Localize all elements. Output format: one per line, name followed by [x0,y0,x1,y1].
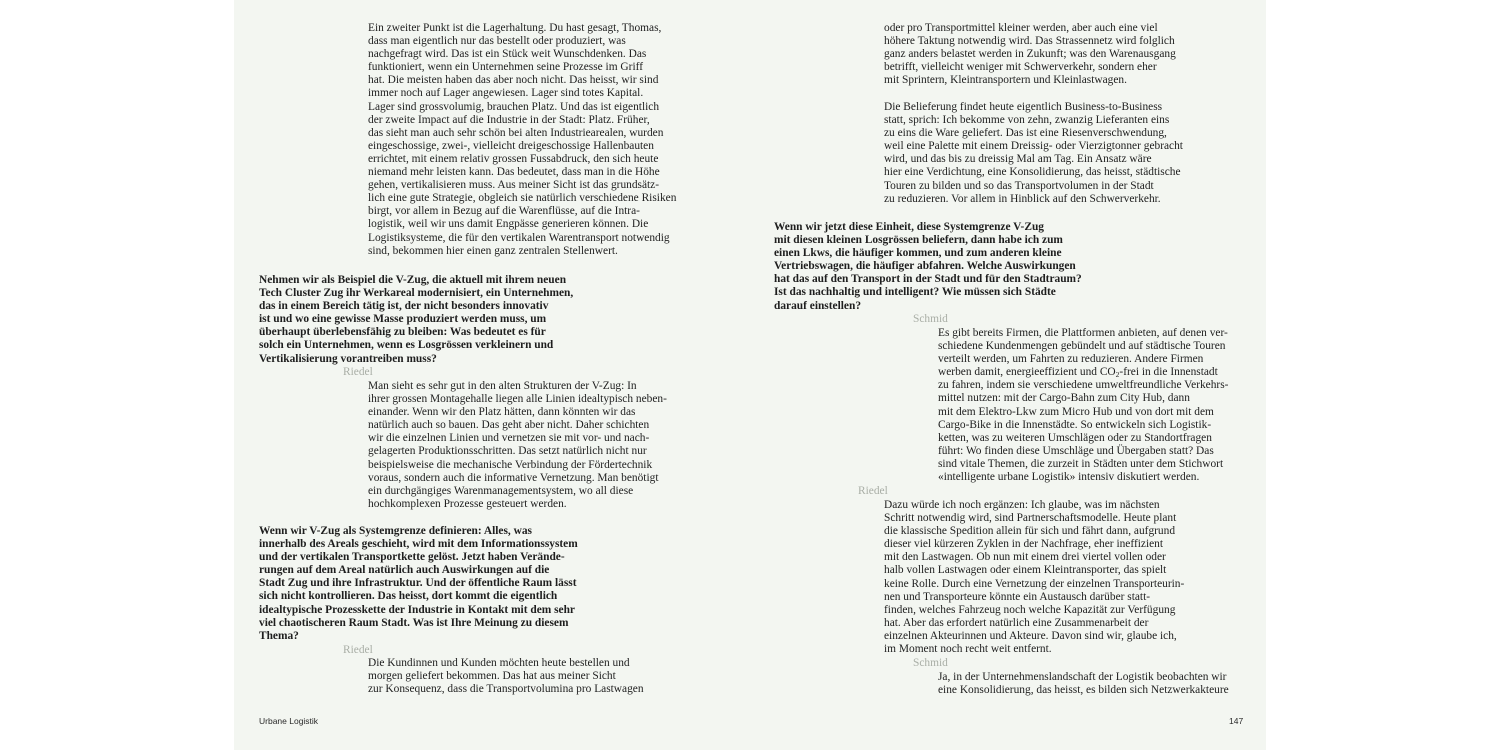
text-line: voraus, sondern auch die informative Vernetzung. Man benötigt [368,471,659,484]
text-line: Wenn wir V-Zug als Systemgrenze definieren: Alles, was [259,525,532,537]
text-line: zu eins die Ware geliefert. Das ist eine Riesenverschwendung, [884,127,1167,140]
text-line: idealtypische Prozesskette der Industrie in Kontakt mit dem sehr [259,603,575,616]
text-line: funktioniert, wenn ein Unternehmen seine Prozesse im Griff [368,61,643,74]
text-line: Stadt Zug und ihre Infrastruktur. Und der öffentliche Raum lässt [259,577,577,590]
text-line: ketten, was zu weiteren Umschlägen oder zu Standortfragen [938,431,1212,444]
text-line: zu reduzieren. Vor allem in Hinblick auf den Schwerverkehr. [884,192,1161,205]
text-line: morgen geliefert bekommen. Das hat aus meiner Sicht [368,670,616,683]
text-line: Logistiksysteme, die für den vertikalen Warentransport notwendig [368,231,670,244]
text-line: statt, sprich: Ich bekomme von zehn, zwanzig Lieferanten eins [884,114,1170,127]
right-speaker-riedel [858,485,888,498]
right-speaker-schmid-2 [913,657,948,670]
text-line: natürlich auch so bauen. Das geht aber nicht. Daher schichten [368,419,650,432]
co2-subscript: 2 [1115,370,1120,380]
text-line: ist und wo eine gewisse Masse produziert werden muss, um [259,313,547,326]
text-line: die klassische Spedition allein für sich und fährt dann, aufgrund [884,525,1176,538]
text-line: führt: Wo finden diese Umschläge und Übergaben statt? Das [938,444,1214,457]
text-line: Vertikalisierung vorantreiben muss? [259,352,437,365]
text-line: «intelligente urbane Logistik» intensiv diskutiert werden. [938,471,1200,484]
text-line: viel chaotischeren Raum Stadt. Was ist Ihre Meinung zu diesem [259,616,569,629]
text-line: keine Rolle. Durch eine Vernetzung der einzelnen Transporteurin- [884,577,1185,590]
text-line: dieser viel kürzeren Zyklen in der Nachfrage, eher ineffizient [884,538,1164,551]
right-paragraph-taktung [884,22,1176,87]
text-line: solch ein Unternehmen, wenn es Losgrössen verkleinern und [259,339,554,352]
left-paragraph-lagerhaltung [368,22,676,258]
co2-rest: -frei in die Innenstadt [1119,366,1218,379]
text-line: mit diesen kleinen Losgrössen beliefern, dann habe ich zum [774,234,1063,247]
text-line: einander. Wenn wir den Platz hätten, dann könnten wir das [368,406,636,419]
left-answer-riedel-1 [368,380,667,511]
text-line: birgt, vor allem in Bezug auf die Warenflüsse, auf die Intra- [368,205,640,218]
text-line: niemand mehr leisten kann. Das bedeutet, dass man in die Höhe [368,166,660,179]
text-line: überhaupt überlebensfähig zu bleiben: Was bedeutet es für [259,326,546,339]
left-question-v-zug [259,274,573,366]
text-line: Touren zu bilden und so das Transportvolumen in der Stadt [884,179,1154,192]
right-answer-schmid-2 [938,671,1229,697]
right-answer-riedel [884,499,1184,656]
text-line: sind vitale Themen, die zurzeit in Städten unter dem Stichwort [938,457,1224,470]
text-line: hat. Aber das erfordert natürlich eine Zusammenarbeit der [884,616,1149,629]
text-line: der zweite Impact auf die Industrie in der Stadt: Platz. Früher, [368,113,650,126]
text-line: finden, welches Fahrzeug noch welche Kapazität zur Verfügung [884,603,1176,616]
text-line: oder pro Transportmittel kleiner werden, aber auch eine viel [884,22,1158,34]
text-line: Lager sind grossvolumig, brauchen Platz. Und das ist eigentlich [368,100,660,113]
text-line: Man sieht es sehr gut in den alten Strukturen der V-Zug: In [368,380,637,392]
text-line: darauf einstellen? [774,299,862,312]
text-line: mit dem Elektro-Lkw zum Micro Hub und von dort mit dem [938,405,1214,418]
text-line: weil eine Palette mit einem Dreissig- oder Vierzigtonner gebracht [884,140,1183,153]
text-line: das in einem Bereich tätig ist, der nicht besonders innovativ [259,300,549,313]
right-speaker-schmid-1 [913,313,948,326]
text-line: Ein zweiter Punkt ist die Lagerhaltung. Du hast gesagt, Thomas, [368,22,662,34]
text-line: eine Konsolidierung, das heisst, es bilden sich Netzwerkakteure [938,684,1229,697]
left-question-systemgrenze [259,525,578,643]
text-line: wird, und das bis zu dreissig Mal am Tag. Ein Ansatz wäre [884,153,1152,166]
text-line: lich eine gute Strategie, obgleich sie natürlich verschiedene Risiken [368,192,677,205]
text-line: beispielsweise die mechanische Verbindung der Fördertechnik [368,458,653,471]
text-line: Es gibt bereits Firmen, die Plattformen anbieten, auf denen ver- [938,327,1228,339]
text-line: logistik, weil wir uns damit Engpässe generieren können. Die [368,218,649,231]
text-line: schiedene Kundenmengen gebündelt und auf städtische Touren [938,340,1226,353]
co2-text: werben damit, energieeffizient und CO [938,366,1116,379]
text-line: hat das auf den Transport in der Stadt und für den Stadtraum? [774,273,1082,286]
text-line: nen und Transporteure könnte ein Austausch darüber statt- [884,590,1151,603]
speaker-label: Riedel [343,644,373,656]
text-line: Cargo-Bike in die Innenstädte. So entwickeln sich Logistik- [938,418,1212,431]
text-line: höhere Taktung notwendig wird. Das Strassennetz wird folglich [884,35,1175,48]
left-answer-riedel-2 [368,657,644,696]
speaker-label: Riedel [343,366,373,378]
text-line: im Moment noch recht weit entfernt. [884,643,1052,656]
text-line: ein durchgängiges Warenmanagementsystem, wo all diese [368,484,634,497]
speaker-label: Riedel [858,485,888,497]
text-line: halb vollen Lastwagen oder einem Kleintransporter, das spielt [884,564,1167,577]
text-line: Die Belieferung findet heute eigentlich Business-to-Business [884,101,1163,113]
text-line: Thema? [259,629,299,642]
text-line: eingeschossige, zwei-, vielleicht dreigeschossige Hallenbauten [368,139,654,152]
running-footer-title: Urbane Logistik [259,716,319,726]
text-line-co2 [938,366,1228,379]
right-paragraph-belieferung [884,101,1183,206]
text-line: hier eine Verdichtung, eine Konsolidierung, das heisst, städtische [884,166,1181,179]
text-line: sich nicht kontrollieren. Das heisst, dort kommt die eigentlich [259,590,558,603]
text-line: nachgefragt wird. Das ist ein Stück weit Wunschdenken. Das [368,48,647,61]
text-line: Nehmen wir als Beispiel die V-Zug, die aktuell mit ihrem neuen [259,274,567,286]
left-speaker-riedel-2 [343,644,373,657]
text-line: Wenn wir jetzt diese Einheit, diese Systemgrenze V-Zug [774,221,1044,233]
text-line: Schritt notwendig wird, sind Partnerschaftsmodelle. Heute plant [884,512,1177,525]
text-line: hat. Die meisten haben das aber noch nicht. Das heisst, wir sind [368,74,659,87]
text-line: und der vertikalen Transportkette gelöst. Jetzt haben Verände- [259,551,565,564]
text-line: Ja, in der Unternehmenslandschaft der Logistik beobachten wir [938,671,1227,683]
text-line: das sieht man auch sehr schön bei alten Industriearealen, wurden [368,126,664,139]
text-line: zur Konsequenz, dass die Transportvolumina pro Lastwagen [368,683,644,696]
speaker-label: Schmid [913,313,948,325]
text-line: rungen auf dem Areal natürlich auch Auswirkungen auf die [259,564,550,577]
right-question-einheit [774,221,1082,313]
text-line: errichtet, mit einem relativ grossen Fussabdruck, den sich heute [368,152,659,165]
text-line: dass man eigentlich nur das bestellt oder produziert, was [368,35,626,48]
text-line: gelagerten Produktionsschritten. Das setzt natürlich nicht nur [368,445,647,458]
text-line: Dazu würde ich noch ergänzen: Ich glaube, was im nächsten [884,499,1160,511]
left-speaker-riedel-1 [343,366,373,379]
text-line: Tech Cluster Zug ihr Werkareal modernisiert, ein Unternehmen, [259,287,574,300]
text-line: immer noch auf Lager angewiesen. Lager sind totes Kapital. [368,87,644,100]
text-line: hochkomplexen Prozesse gesteuert werden. [368,497,567,510]
text-line: Die Kundinnen und Kunden möchten heute bestellen und [368,657,630,669]
text-line: ganz anders belastet werden in Zukunft; was den Warenausgang [884,48,1176,61]
text-line: mit den Lastwagen. Ob nun mit einem drei viertel vollen oder [884,551,1166,564]
text-line: einzelnen Akteurinnen und Akteure. Davon sind wir, glaube ich, [884,629,1177,642]
text-line: ihrer grossen Montagehalle liegen alle Linien idealtypisch neben- [368,393,667,406]
text-line: verteilt werden, um Fahrten zu reduzieren. Andere Firmen [938,353,1204,366]
text-line: zu fahren, indem sie verschiedene umweltfreundliche Verkehrs- [938,379,1229,392]
text-line: Vertriebswagen, die häufiger abfahren. Welche Auswirkungen [774,260,1076,273]
text-line: betrifft, vielleicht weniger mit Schwerverkehr, sondern eher [884,61,1157,74]
text-line: gehen, vertikalisieren muss. Aus meiner Sicht ist das grundsätz- [368,179,660,192]
speaker-label: Schmid [913,657,948,669]
page-number: 147 [1229,716,1244,726]
text-line: sind, bekommen hier einen ganz zentralen Stellenwert. [368,244,618,257]
text-line: mittel nutzen: mit der Cargo-Bahn zum City Hub, dann [938,392,1190,405]
text-line: innerhalb des Areals geschieht, wird mit dem Informationssystem [259,538,578,551]
text-line: einen Lkws, die häufiger kommen, und zum anderen kleine [774,247,1062,260]
text-line: Ist das nachhaltig und intelligent? Wie müssen sich Städte [774,286,1056,299]
right-answer-schmid-1 [938,327,1228,484]
text-line: wir die einzelnen Linien und vernetzen sie mit vor- und nach- [368,432,650,445]
text-line: mit Sprintern, Kleintransportern und Kleinlastwagen. [884,74,1127,87]
